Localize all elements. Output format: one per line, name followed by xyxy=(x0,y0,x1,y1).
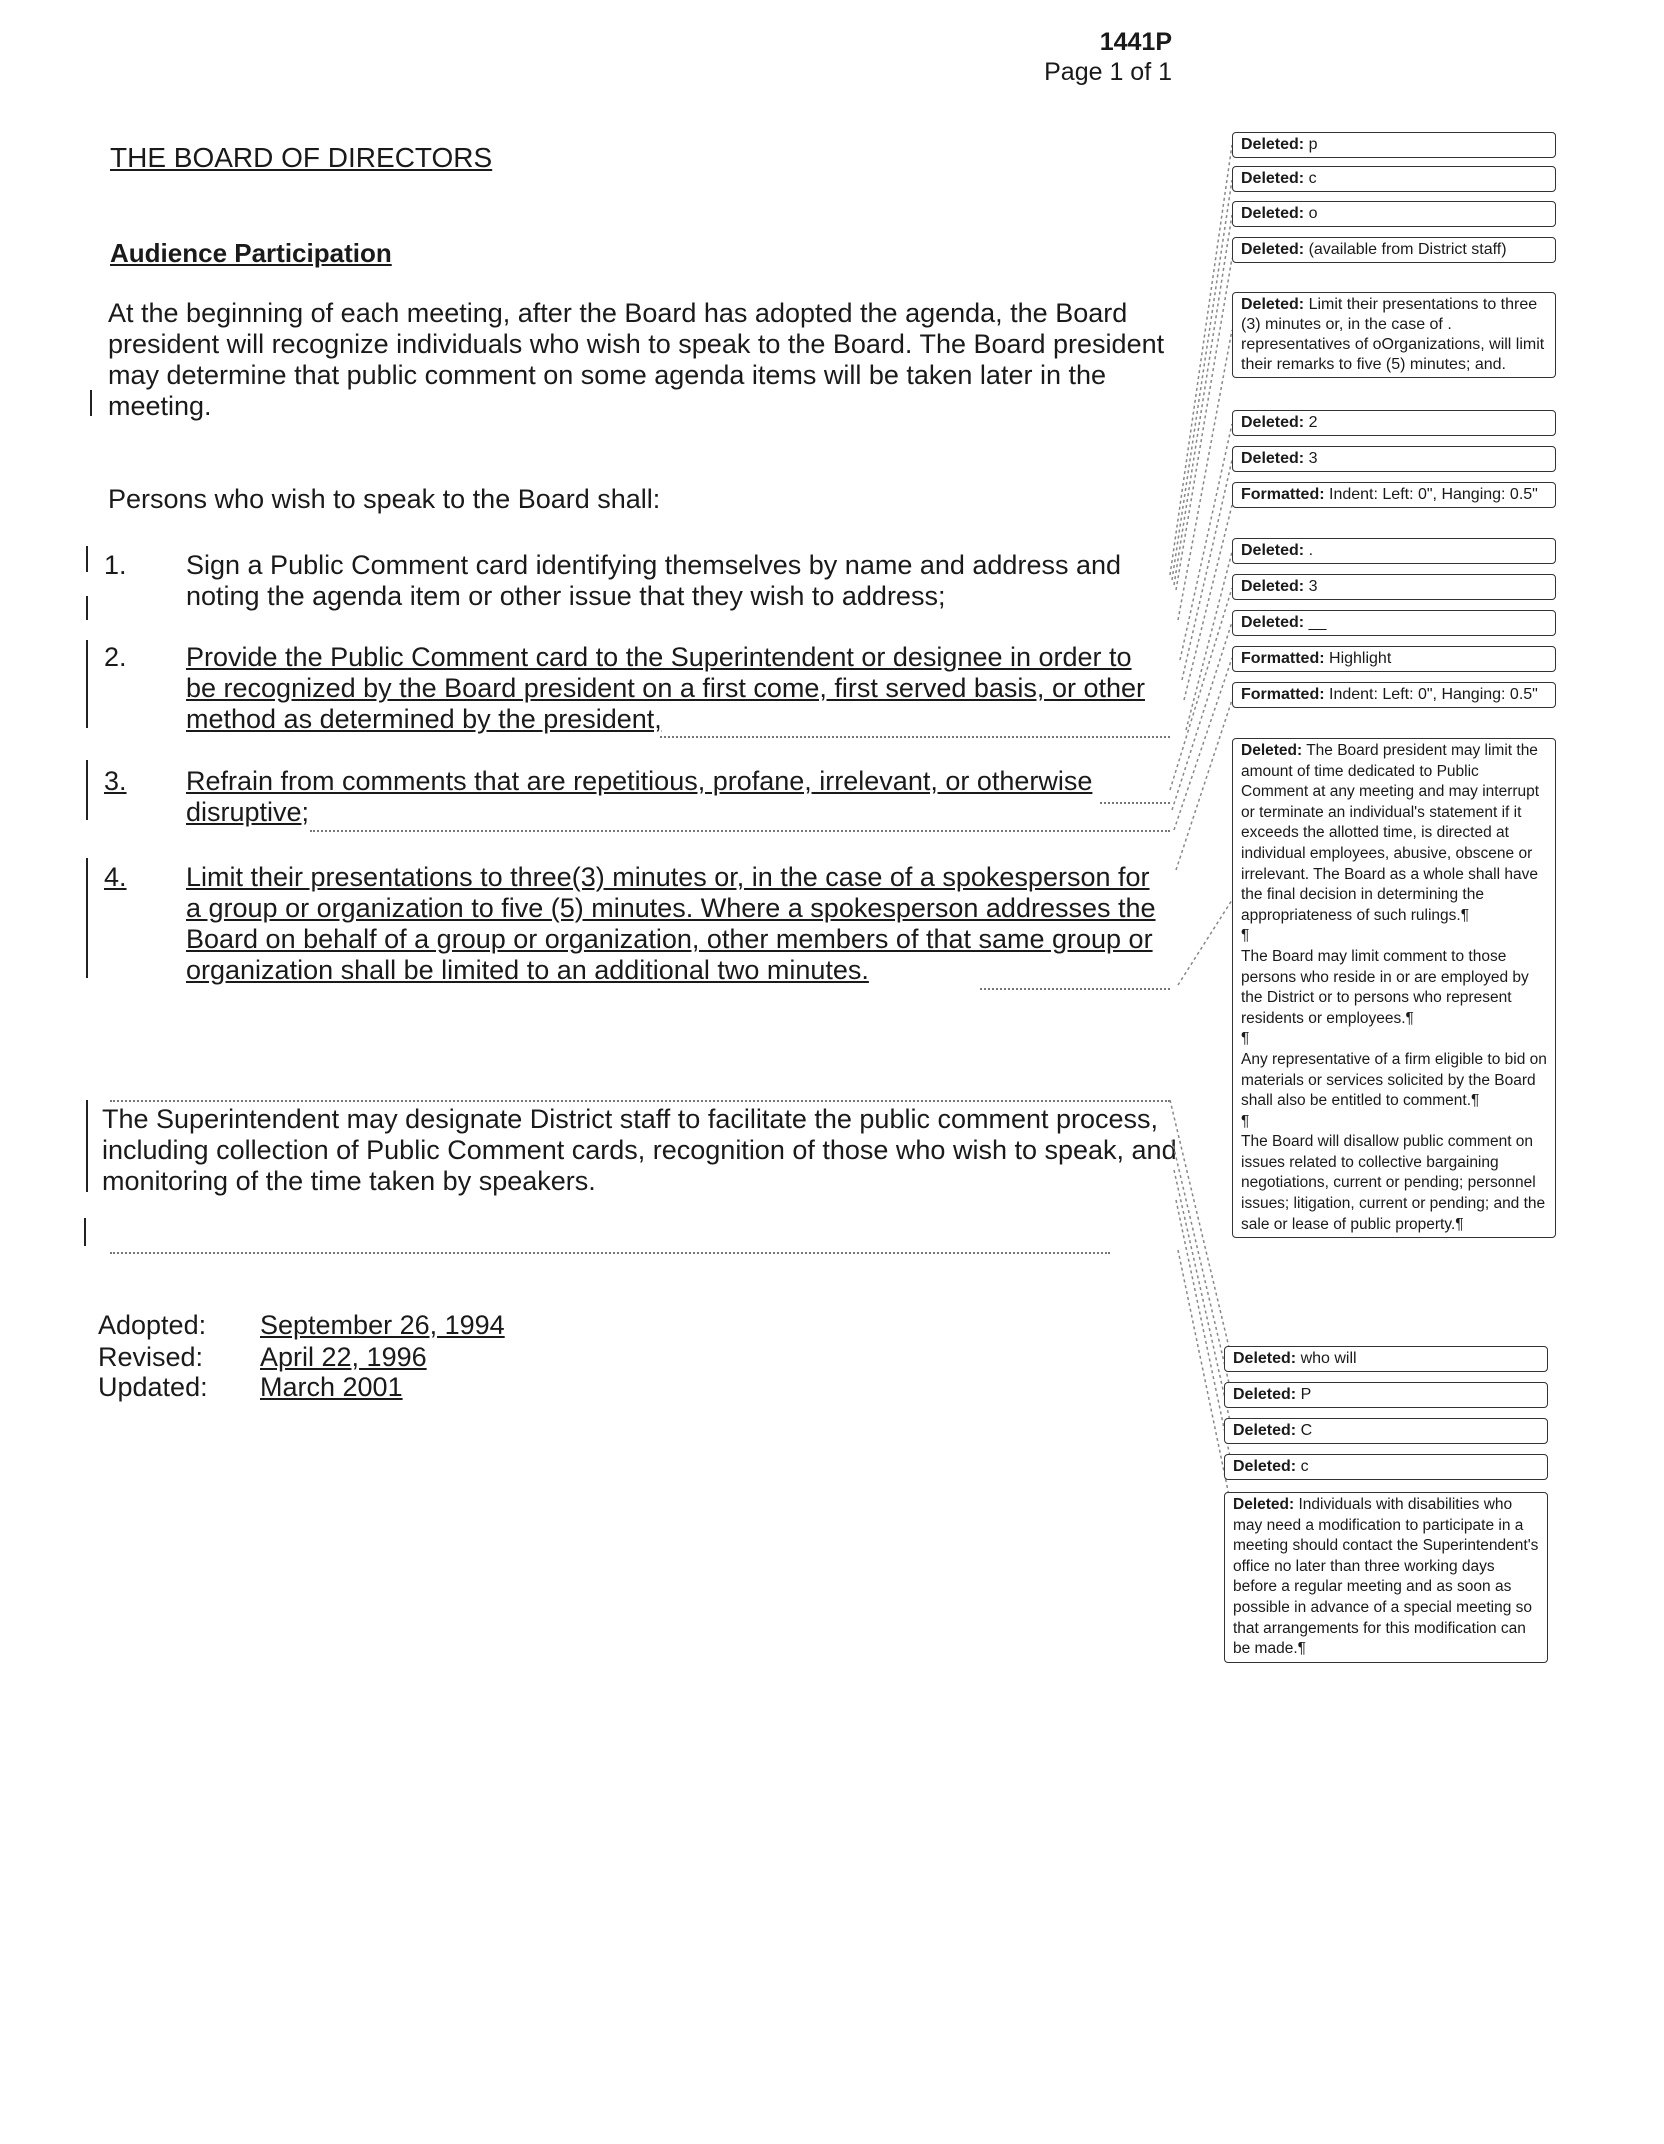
balloon-kind: Deleted: xyxy=(1241,241,1305,258)
revision-label: Revised: xyxy=(98,1342,204,1372)
comment-balloon xyxy=(1232,610,1556,636)
balloon-kind: Deleted: xyxy=(1233,1422,1297,1439)
balloon-text: . xyxy=(1308,542,1314,559)
balloon-kind: Formatted: xyxy=(1241,486,1325,503)
balloon-text: c xyxy=(1300,1458,1309,1475)
balloon-text: c xyxy=(1308,170,1317,187)
revision-date: March 2001 xyxy=(260,1372,403,1402)
comment-balloon xyxy=(1232,132,1556,158)
list-text: Limit their presentations to three(3) minutes or, in the case of a spokesperson for a group or organization to five (5) minutes. Where a spokesperson addresses the Board on behalf of a group or organization, other members of that same group or organization shall be limited to an additional two minutes. xyxy=(186,862,1156,985)
document-title: THE BOARD OF DIRECTORS xyxy=(110,142,493,173)
balloon-kind: Deleted: xyxy=(1233,1458,1297,1475)
intro-paragraph: At the beginning of each meeting, after the Board has adopted the agenda, the Board president will recognize individuals who wish to speak to the Board. The Board president may determine that public comment on some agenda items will be taken later in the meeting. xyxy=(108,298,1165,421)
balloon-kind: Deleted: xyxy=(1241,296,1305,313)
revision-date: April 22, 1996 xyxy=(260,1342,427,1372)
balloon-text: Individuals with disabilities who may need a modification to participate in a meeting should contact the Superintendent's office no later than three working days before a regular meeting and as soon as possible in advance of a special meeting so that arrangements for this modification can be made.¶ xyxy=(1233,1496,1539,1658)
balloon-text: o xyxy=(1308,205,1318,222)
list-intro: Persons who wish to speak to the Board shall: xyxy=(108,484,661,514)
balloon-text: p xyxy=(1308,136,1318,153)
list-number: 1. xyxy=(104,550,127,580)
revision-date: September 26, 1994 xyxy=(260,1310,505,1340)
page-number: Page 1 of 1 xyxy=(1044,58,1172,86)
balloon-text: C xyxy=(1300,1422,1313,1439)
list-text: Sign a Public Comment card identifying themselves by name and address and noting the agenda item or other issue that they wish to address; xyxy=(186,550,1122,611)
comment-balloon xyxy=(1224,1454,1548,1480)
balloon-text: Indent: Left: 0", Hanging: 0.5" xyxy=(1329,486,1538,503)
comment-balloon xyxy=(1232,237,1556,263)
comment-balloon xyxy=(1232,292,1556,378)
balloon-kind: Deleted: xyxy=(1233,1496,1295,1513)
balloon-text: Limit their presentations to three (3) minutes or, in the case of . representatives of oOrganizations, will limit their remarks to five (5) minutes; and. xyxy=(1241,296,1545,373)
balloon-kind: Deleted: xyxy=(1233,1350,1297,1367)
list-text: Provide the Public Comment card to the Superintendent or designee in order to be recognized by the Board president on a first come, first served basis, or other method as determined by the president, xyxy=(186,642,1145,734)
balloon-kind: Deleted: xyxy=(1241,414,1305,431)
balloon-text: who will xyxy=(1300,1350,1357,1367)
balloon-kind: Deleted: xyxy=(1241,170,1305,187)
comment-balloon xyxy=(1232,166,1556,192)
comment-balloon xyxy=(1232,410,1556,436)
balloon-kind: Deleted: xyxy=(1241,450,1305,467)
balloon-kind: Deleted: xyxy=(1241,578,1305,595)
comment-balloon xyxy=(1232,738,1556,1238)
comment-balloon xyxy=(1224,1346,1548,1372)
section-heading: Audience Participation xyxy=(110,238,392,268)
balloon-kind: Deleted: xyxy=(1241,742,1303,759)
comment-balloon xyxy=(1232,482,1556,508)
balloon-text: 2 xyxy=(1308,414,1318,431)
balloon-text: (available from District staff) xyxy=(1308,241,1507,258)
balloon-text: __ xyxy=(1308,614,1327,631)
balloon-text: The Board president may limit the amount of time dedicated to Public Comment at any meeting and may interrupt or terminate an individual's statement if it exceeds the allotted time, is directed at individual employees, abusive, obscene or irrelevant. The Board as a whole shall have the final decision in determining the appropriateness of such rulings.¶ ¶ The Board may limit comment to those persons who reside in or are employed by the District or to persons who represent residents or employees.¶ ¶ Any representative of a firm eligible to bid on materials or services solicited by the Board shall also be entitled to comment.¶ ¶ The Board will disallow public comment on issues related to collective bargaining negotiations, current or pending; personnel issues; litigation, current or pending; and the sale or lease of public property.¶ xyxy=(1241,742,1547,1233)
balloon-kind: Deleted: xyxy=(1241,205,1305,222)
balloon-text: 3 xyxy=(1308,450,1318,467)
comment-balloon xyxy=(1232,574,1556,600)
comment-balloon xyxy=(1232,446,1556,472)
balloon-kind: Formatted: xyxy=(1241,650,1325,667)
list-number: 3. xyxy=(104,766,127,796)
list-number: 2. xyxy=(104,642,127,672)
balloon-text: P xyxy=(1300,1386,1312,1403)
staff-paragraph: The Superintendent may designate District staff to facilitate the public comment process, including collection of Public Comment cards, recognition of those who wish to speak, and monitoring of the time taken by speakers. xyxy=(102,1104,1177,1196)
balloon-text: 3 xyxy=(1308,578,1318,595)
balloon-kind: Deleted: xyxy=(1241,542,1305,559)
balloon-kind: Deleted: xyxy=(1241,614,1305,631)
balloon-kind: Formatted: xyxy=(1241,686,1325,703)
balloon-text: Indent: Left: 0", Hanging: 0.5" xyxy=(1329,686,1538,703)
revision-label: Updated: xyxy=(98,1372,208,1402)
comment-balloon xyxy=(1232,682,1556,708)
list-text: Refrain from comments that are repetitious, profane, irrelevant, or otherwise disruptive; xyxy=(186,766,1093,827)
comment-balloon xyxy=(1232,646,1556,672)
revision-label: Adopted: xyxy=(98,1310,207,1340)
list-number: 4. xyxy=(104,862,127,892)
comment-balloon xyxy=(1224,1418,1548,1444)
balloon-kind: Deleted: xyxy=(1233,1386,1297,1403)
comment-balloon xyxy=(1224,1492,1548,1663)
comment-balloon xyxy=(1232,201,1556,227)
comment-balloon xyxy=(1224,1382,1548,1408)
policy-code: 1441P xyxy=(1099,28,1172,56)
balloon-text: Highlight xyxy=(1329,650,1392,667)
comment-balloon xyxy=(1232,538,1556,564)
balloon-kind: Deleted: xyxy=(1241,136,1305,153)
